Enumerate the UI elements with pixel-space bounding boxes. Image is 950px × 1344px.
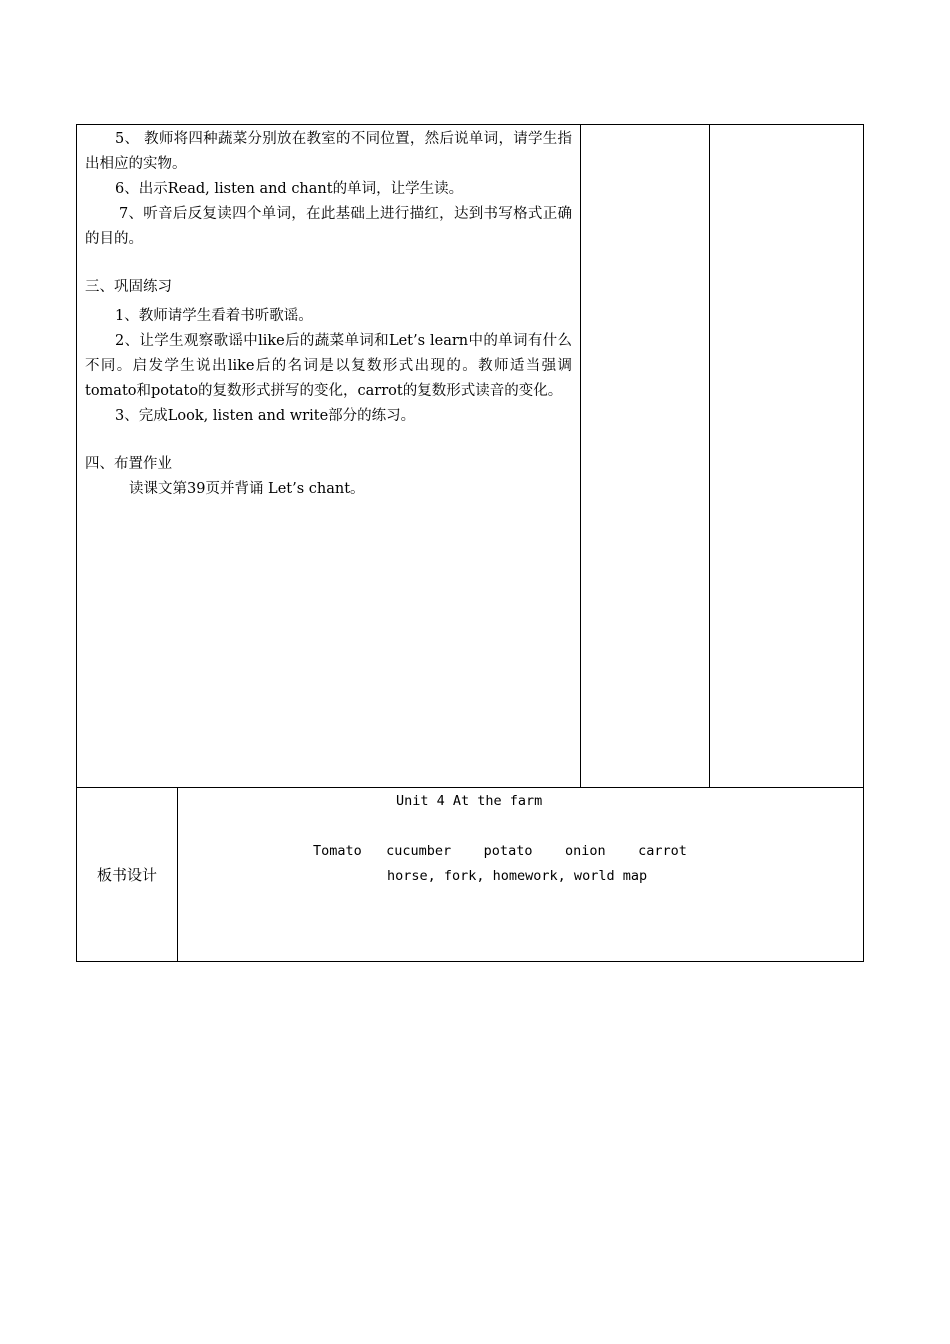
homework-paragraph: 读课文第39页并背诵 Let’s chant。 [129, 481, 365, 497]
practice-1-paragraph: 1、教师请学生看着书听歌谣。 [115, 308, 313, 324]
teaching-process-cell [77, 125, 581, 788]
empty-column-cell [710, 125, 864, 788]
spacer [85, 429, 572, 452]
board-vocabulary-line-2: horse, fork, homework, world map [387, 868, 648, 884]
empty-column-cell [581, 125, 710, 788]
step-7-paragraph: 7、听音后反复读四个单词，在此基础上进行描红，达到书写格式正确的目的。 [85, 206, 573, 247]
step-6-paragraph: 6、出示Read, listen and chant的单词，让学生读。 [115, 181, 464, 197]
section-3-heading: 三、巩固练习 [85, 279, 172, 295]
teaching-process-row [77, 125, 864, 788]
lesson-plan-table [76, 124, 864, 962]
spacer [85, 252, 572, 275]
section-4-heading: 四、布置作业 [85, 456, 172, 472]
board-vocabulary-line-1: Tomato cucumber potato onion carrot [313, 843, 687, 859]
practice-3-paragraph: 3、完成Look, listen and write部分的练习。 [115, 408, 416, 424]
practice-2-paragraph: 2、让学生观察歌谣中like后的蔬菜单词和Let’s learn中的单词有什么不同。启发学生说出like后的名词是以复数形式出现的。教师适当强调tomato和potato的复数形式拼写的变化，carrot的复数形式读音的变化。 [85, 333, 573, 399]
board-title: Unit 4 At the farm [396, 793, 543, 809]
board-design-label: 板书设计 [77, 788, 178, 962]
step-5-paragraph: 5、 教师将四种蔬菜分别放在教室的不同位置，然后说单词，请学生指出相应的实物。 [85, 131, 573, 172]
board-design-content [178, 788, 864, 962]
board-design-row [77, 788, 864, 962]
